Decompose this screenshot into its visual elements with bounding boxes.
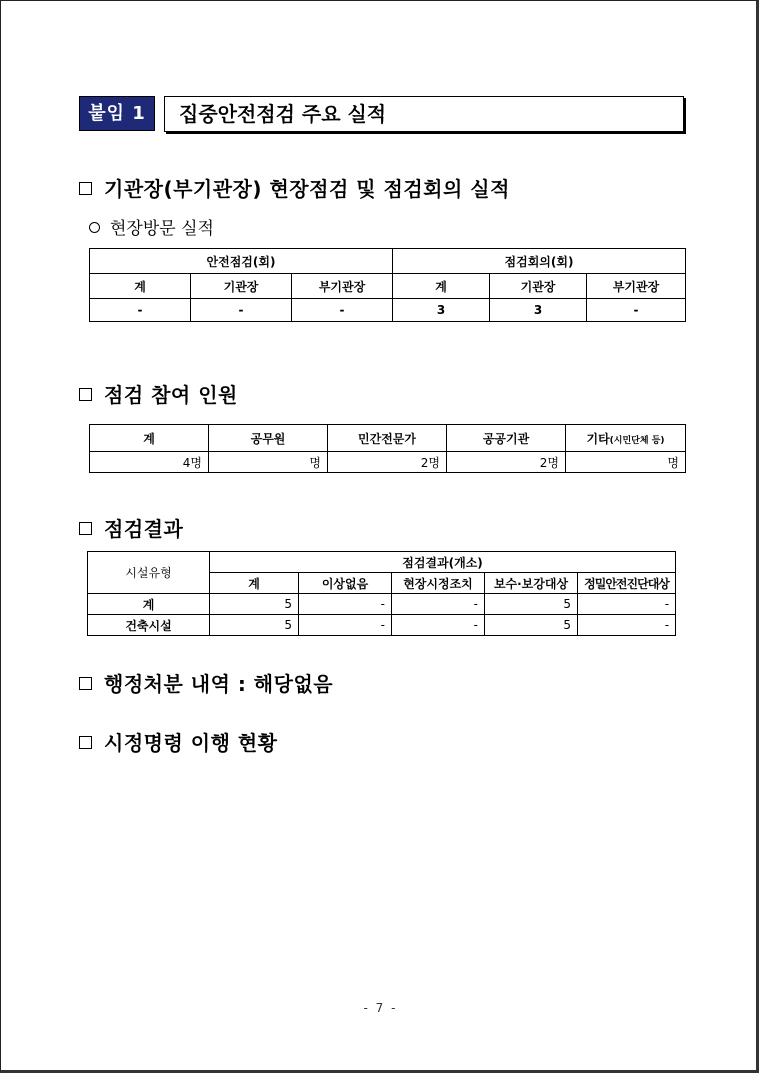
inspection-result-table (87, 551, 676, 636)
table-cell: 5 (210, 615, 299, 636)
section4-heading-text: 행정처분 내역 : 해당없음 (104, 672, 334, 696)
circle-bullet-icon (89, 222, 100, 233)
section5-heading (79, 727, 278, 756)
section3-heading (79, 513, 183, 542)
table-cell: - (299, 615, 392, 636)
attachment-badge: 붙임 1 (79, 96, 155, 131)
table-cell: - (292, 299, 393, 322)
other-note: (시민단체 등) (609, 435, 665, 446)
table-cell: 4명 (90, 452, 209, 473)
col-header: 기관장 (490, 274, 587, 299)
row-label: 계 (88, 594, 210, 615)
col-header: 공공기관 (447, 425, 566, 452)
table-cell: 명 (566, 452, 686, 473)
section2-heading-text: 점검 참여 인원 (104, 383, 238, 407)
checkbox-square-icon (79, 388, 92, 401)
section1-subheading-text: 현장방문 실적 (110, 219, 214, 239)
section3-heading-text: 점검결과 (104, 517, 184, 541)
checkbox-square-icon (79, 736, 92, 749)
table-cell: - (191, 299, 292, 322)
table-cell: - (578, 594, 676, 615)
col-header-other (566, 425, 686, 452)
other-label: 기타 (586, 431, 610, 446)
table-cell: - (90, 299, 191, 322)
checkbox-square-icon (79, 522, 92, 535)
col-header: 이상없음 (299, 573, 392, 594)
table-cell: 2명 (447, 452, 566, 473)
table-cell: 5 (485, 615, 578, 636)
page-number: - 7 - (363, 1001, 398, 1015)
checkbox-square-icon (79, 182, 92, 195)
col-header: 계 (210, 573, 299, 594)
table-row (88, 615, 676, 636)
col-header: 기관장 (191, 274, 292, 299)
site-visit-table (89, 248, 686, 322)
section5-heading-text: 시정명령 이행 현황 (104, 731, 278, 755)
section2-heading (79, 379, 238, 408)
table-cell: - (392, 615, 485, 636)
checkbox-square-icon (79, 677, 92, 690)
section1-heading (79, 173, 510, 202)
table-cell: 2명 (328, 452, 447, 473)
page-title: 집중안전점검 주요 실적 (164, 96, 684, 132)
col-header: 민간전문가 (328, 425, 447, 452)
section1-subheading (89, 214, 214, 239)
header-inspection-result: 점검결과(개소) (210, 552, 676, 573)
table-cell: - (587, 299, 686, 322)
col-header: 부기관장 (292, 274, 393, 299)
table-cell: 5 (210, 594, 299, 615)
col-header: 보수·보강대상 (485, 573, 578, 594)
table-cell: 3 (393, 299, 490, 322)
header-safety-inspection: 안전점검(회) (90, 249, 393, 274)
col-header: 계 (90, 274, 191, 299)
col-header: 공무원 (209, 425, 328, 452)
header-inspection-meeting: 점검회의(회) (393, 249, 686, 274)
participants-table (89, 424, 686, 473)
col-header: 현장시정조치 (392, 573, 485, 594)
col-header: 계 (90, 425, 209, 452)
col-header: 정밀안전진단대상 (578, 573, 676, 594)
table-cell: 명 (209, 452, 328, 473)
table-cell: - (578, 615, 676, 636)
col-header: 부기관장 (587, 274, 686, 299)
table-cell: 5 (485, 594, 578, 615)
table-row (88, 594, 676, 615)
table-cell: 3 (490, 299, 587, 322)
section1-heading-text: 기관장(부기관장) 현장점검 및 점검회의 실적 (104, 177, 510, 201)
section4-heading (79, 668, 333, 697)
header-facility-type: 시설유형 (88, 552, 210, 594)
table-cell: - (392, 594, 485, 615)
table-cell: - (299, 594, 392, 615)
col-header: 계 (393, 274, 490, 299)
row-label: 건축시설 (88, 615, 210, 636)
